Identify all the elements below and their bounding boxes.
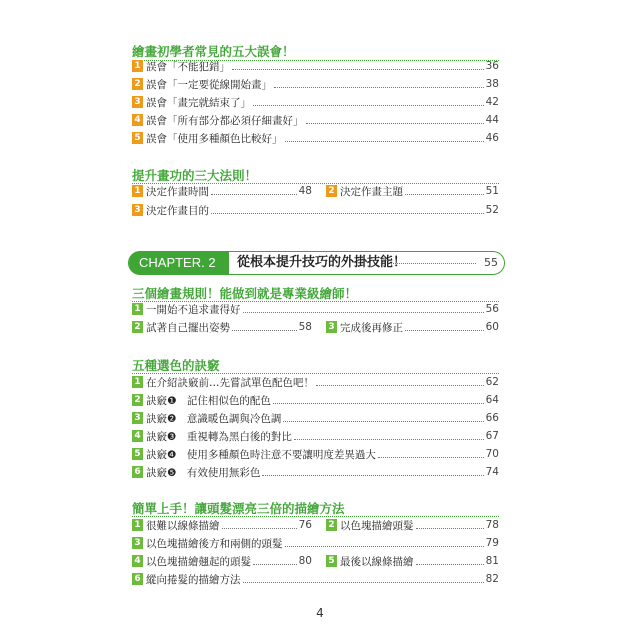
toc-page-number: 81 [485, 555, 499, 567]
toc-page-number: 76 [298, 519, 312, 531]
toc-entry-title: 以色塊描繪後方和兩側的頭髮 [146, 537, 283, 550]
dot-leader [316, 385, 484, 386]
toc-entry[interactable] [132, 429, 499, 443]
item-number-badge: 2 [132, 78, 143, 90]
toc-entry[interactable] [132, 572, 499, 586]
toc-entry-title: 訣竅❶ 記住相似色的配色 [146, 394, 271, 407]
dot-leader [285, 546, 484, 547]
toc-entry-title: 訣竅❸ 重視轉為黑白後的對比 [146, 430, 292, 443]
dot-leader [274, 87, 484, 88]
toc-entry-title: 試著自己擺出姿勢 [146, 321, 230, 334]
toc-page-number: 51 [485, 185, 499, 197]
item-number-badge: 5 [132, 448, 143, 460]
chapter-title: 從根本提升技巧的外掛技能！ [237, 255, 407, 270]
toc-entry[interactable] [132, 393, 499, 407]
toc-page-number: 60 [485, 321, 499, 333]
item-number-badge: 1 [132, 519, 143, 531]
toc-page-number: 80 [298, 555, 312, 567]
dot-leader [243, 312, 484, 313]
dot-leader [391, 263, 476, 264]
toc-entry[interactable] [132, 465, 499, 479]
toc-entry[interactable] [132, 536, 499, 550]
item-number-badge: 2 [326, 519, 337, 531]
dot-leader [211, 213, 484, 214]
toc-page-number: 62 [485, 376, 499, 388]
dot-leader [253, 564, 297, 565]
dot-leader [405, 330, 484, 331]
toc-entry-title: 決定作畫時間 [146, 185, 209, 198]
item-number-badge: 2 [132, 321, 143, 333]
item-number-badge: 1 [132, 60, 143, 72]
toc-page-number: 36 [485, 60, 499, 72]
item-number-badge: 3 [132, 204, 143, 216]
toc-entry-title: 以色塊描繪翹起的頭髮 [146, 555, 251, 568]
dot-leader [243, 582, 484, 583]
toc-entry-title: 決定作畫目的 [146, 204, 209, 217]
item-number-badge: 3 [132, 412, 143, 424]
toc-entry[interactable] [132, 59, 499, 73]
toc-entry-title: 縱向捲髮的描繪方法 [146, 573, 241, 586]
section-title-three-rules: 提升畫功的三大法則！ [132, 168, 258, 183]
toc-page-number: 56 [485, 303, 499, 315]
toc-page-number: 82 [485, 573, 499, 585]
toc-entry[interactable] [132, 554, 312, 568]
chapter-2-banner[interactable] [128, 251, 505, 275]
item-number-badge: 2 [132, 394, 143, 406]
toc-entry-title: 完成後再修正 [340, 321, 403, 334]
toc-entry[interactable] [132, 113, 499, 127]
chapter-page-number: 55 [484, 256, 498, 269]
toc-entry[interactable] [132, 95, 499, 109]
dot-leader [232, 330, 297, 331]
toc-entry-title: 最後以線條描繪 [340, 555, 414, 568]
toc-page-number: 67 [485, 430, 499, 442]
dot-leader [283, 421, 483, 422]
section-title-hair-drawing: 簡單上手！讓頭髮漂亮三倍的描繪方法 [132, 501, 345, 516]
item-number-badge: 4 [132, 555, 143, 567]
toc-page-number: 42 [485, 96, 499, 108]
item-number-badge: 5 [326, 555, 337, 567]
toc-entry-title: 以色塊描繪頭髮 [340, 519, 414, 532]
dot-leader [294, 439, 484, 440]
toc-page-number: 78 [485, 519, 499, 531]
item-number-badge: 5 [132, 132, 143, 144]
dot-leader [405, 194, 484, 195]
toc-entry-title: 很難以線條描繪 [146, 519, 220, 532]
toc-entry[interactable] [132, 184, 312, 198]
section-title-five-misunderstandings: 繪畫初學者常見的五大誤會！ [132, 44, 295, 59]
dot-leader [273, 403, 484, 404]
toc-entry-title: 訣竅❺ 有效使用無彩色 [146, 466, 261, 479]
page-number: 4 [316, 606, 324, 620]
toc-entry[interactable] [132, 203, 499, 217]
dot-leader [378, 457, 484, 458]
toc-entry[interactable] [132, 302, 499, 316]
dot-leader [306, 123, 484, 124]
dot-leader [416, 564, 484, 565]
toc-entry[interactable] [132, 320, 312, 334]
toc-entry[interactable] [326, 554, 499, 568]
dot-leader [416, 528, 484, 529]
item-number-badge: 2 [326, 185, 337, 197]
toc-page-number: 46 [485, 132, 499, 144]
toc-page-number: 79 [485, 537, 499, 549]
toc-entry[interactable] [326, 184, 499, 198]
toc-entry-title: 誤會「一定要從線開始畫」 [146, 78, 272, 91]
toc-page-number: 38 [485, 78, 499, 90]
toc-page-number: 74 [485, 466, 499, 478]
chapter-label: CHAPTER. 2 [129, 251, 229, 275]
section-title-three-drawing-rules: 三個繪畫規則！能做到就是專業級繪師！ [132, 286, 358, 301]
dot-leader [253, 105, 484, 106]
toc-entry-title: 在介紹訣竅前…先嘗試單色配色吧！ [146, 376, 314, 389]
toc-entry-title: 訣竅❷ 意識暖色調與冷色調 [146, 412, 282, 425]
section-title-color-tips: 五種選色的訣竅 [132, 358, 220, 373]
dot-leader [262, 475, 483, 476]
toc-page-number: 64 [485, 394, 499, 406]
toc-entry[interactable] [326, 518, 499, 532]
item-number-badge: 6 [132, 573, 143, 585]
toc-entry[interactable] [132, 375, 499, 389]
dot-leader [222, 528, 297, 529]
toc-page-number: 52 [485, 204, 499, 216]
toc-entry-title: 誤會「畫完就結束了」 [146, 96, 251, 109]
toc-page-number: 58 [298, 321, 312, 333]
toc-entry-title: 誤會「所有部分都必須仔細畫好」 [146, 114, 304, 127]
item-number-badge: 4 [132, 430, 143, 442]
item-number-badge: 3 [132, 537, 143, 549]
toc-page-number: 44 [485, 114, 499, 126]
toc-entry[interactable] [132, 447, 499, 461]
toc-entry-title: 一開始不追求畫得好 [146, 303, 241, 316]
item-number-badge: 1 [132, 303, 143, 315]
dot-leader [285, 141, 484, 142]
toc-entry-title: 決定作畫主題 [340, 185, 403, 198]
toc-entry-title: 誤會「不能犯錯」 [146, 60, 230, 73]
toc-page-number: 66 [485, 412, 499, 424]
toc-entry[interactable] [132, 131, 499, 145]
toc-entry-title: 訣竅❹ 使用多種顏色時注意不要讓明度差異過大 [146, 448, 376, 461]
toc-entry[interactable] [132, 518, 312, 532]
toc-entry-title: 誤會「使用多種顏色比較好」 [146, 132, 283, 145]
toc-page-number: 70 [485, 448, 499, 460]
item-number-badge: 3 [132, 96, 143, 108]
dot-leader [211, 194, 297, 195]
toc-page-number: 48 [298, 185, 312, 197]
item-number-badge: 4 [132, 114, 143, 126]
toc-entry[interactable] [132, 411, 499, 425]
item-number-badge: 3 [326, 321, 337, 333]
item-number-badge: 6 [132, 466, 143, 478]
toc-entry[interactable] [326, 320, 499, 334]
toc-entry[interactable] [132, 77, 499, 91]
item-number-badge: 1 [132, 376, 143, 388]
dot-leader [232, 69, 484, 70]
item-number-badge: 1 [132, 185, 143, 197]
